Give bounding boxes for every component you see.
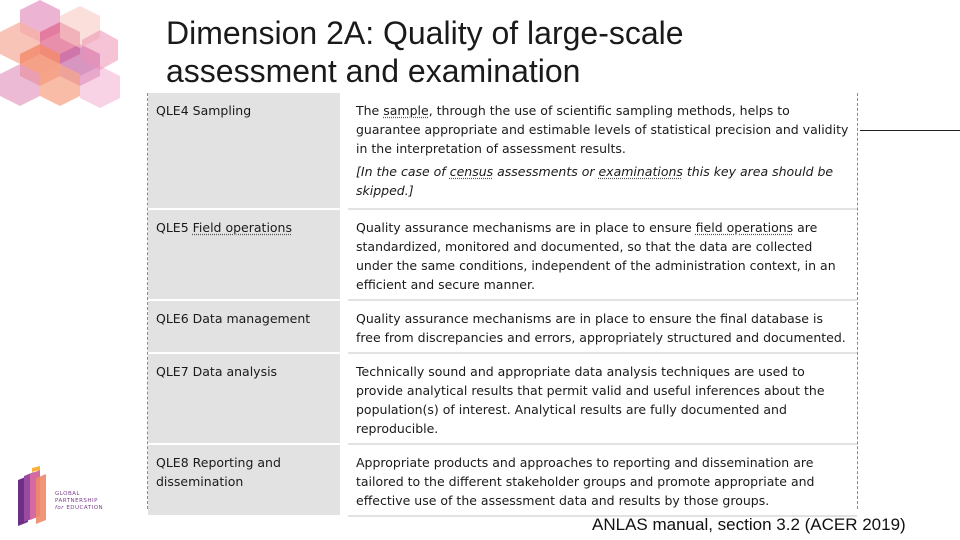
note-text: [In the case of [356, 164, 446, 179]
row-label-qle4 [148, 93, 344, 209]
row-label: Sampling [192, 103, 252, 118]
row-description-qle5 [344, 209, 857, 300]
row-description-qle4 [344, 93, 857, 209]
desc-text: The [356, 103, 380, 118]
row-label: Reporting and dissemination [156, 455, 281, 489]
table-row-qle7 [148, 353, 857, 444]
logo-line [55, 505, 103, 512]
slide-title [166, 14, 806, 90]
row-label: Field operations [192, 220, 292, 235]
row-note [356, 162, 849, 200]
desc-text: Appropriate products and approaches to reporting and dissemination are tailored to the different stakeholder groups and promote appropriate and effective use of the assessment data and results by those groups. [356, 455, 815, 508]
desc-text: Quality assurance mechanisms are in place to ensure [356, 220, 692, 235]
table-row-qle4 [148, 93, 857, 209]
note-text: this key area should be skipped.] [356, 164, 834, 198]
row-code: QLE6 [156, 311, 189, 326]
source-citation: ANLAS manual, section 3.2 (ACER 2019) [592, 515, 906, 534]
quality-table [148, 93, 857, 517]
row-label-qle6 [148, 300, 344, 353]
horizontal-rule [860, 130, 960, 131]
note-term-census: census [449, 164, 494, 179]
row-label-qle7 [148, 353, 344, 444]
row-description-qle6 [344, 300, 857, 353]
desc-text: are standardized, monitored and documented, so that the data are collected under the same conditions, independent of the administration context, in an efficient and secure manner. [356, 220, 836, 292]
desc-term-sample: sample [383, 103, 429, 118]
decorative-hexagon-pattern [0, 0, 130, 110]
desc-term-field-operations: field operations [695, 220, 794, 235]
key-areas-table [147, 93, 858, 509]
desc-text: , through the use of scientific sampling methods, helps to guarantee appropriate and estimable levels of statistical precision and validity in the interpretation of assessment results. [356, 103, 849, 156]
slide-title-line-2: assessment and examination [166, 53, 581, 89]
row-code: QLE8 [156, 455, 189, 470]
note-text: assessments or [497, 164, 595, 179]
row-label: Data management [192, 311, 311, 326]
note-term-examinations: examinations [598, 164, 683, 179]
row-description-qle8 [344, 444, 857, 516]
row-description-qle7 [344, 353, 857, 444]
gpe-logo-text [55, 491, 103, 512]
row-label-qle8 [148, 444, 344, 516]
row-label-qle5 [148, 209, 344, 300]
table-row-qle6 [148, 300, 857, 353]
row-code: QLE5 [156, 220, 189, 235]
desc-text: Quality assurance mechanisms are in place to ensure the final database is free from discrepancies and errors, appropriately structured and documented. [356, 311, 846, 345]
table-row-qle8 [148, 444, 857, 516]
table-row-qle5 [148, 209, 857, 300]
logo-line-part: for [55, 505, 65, 511]
row-code: QLE4 [156, 103, 189, 118]
logo-line: PARTNERSHIP [55, 498, 98, 504]
logo-line-part: EDUCATION [66, 505, 104, 511]
logo-line: GLOBAL [55, 491, 81, 497]
row-label: Data analysis [192, 364, 278, 379]
slide-title-line-1: Dimension 2A: Quality of large-scale [166, 15, 684, 51]
desc-text: Technically sound and appropriate data analysis techniques are used to provide analytical results that permit valid and useful inferences about the population(s) of interest. Analytical results are fully documented and reproducible. [356, 364, 825, 436]
row-code: QLE7 [156, 364, 189, 379]
